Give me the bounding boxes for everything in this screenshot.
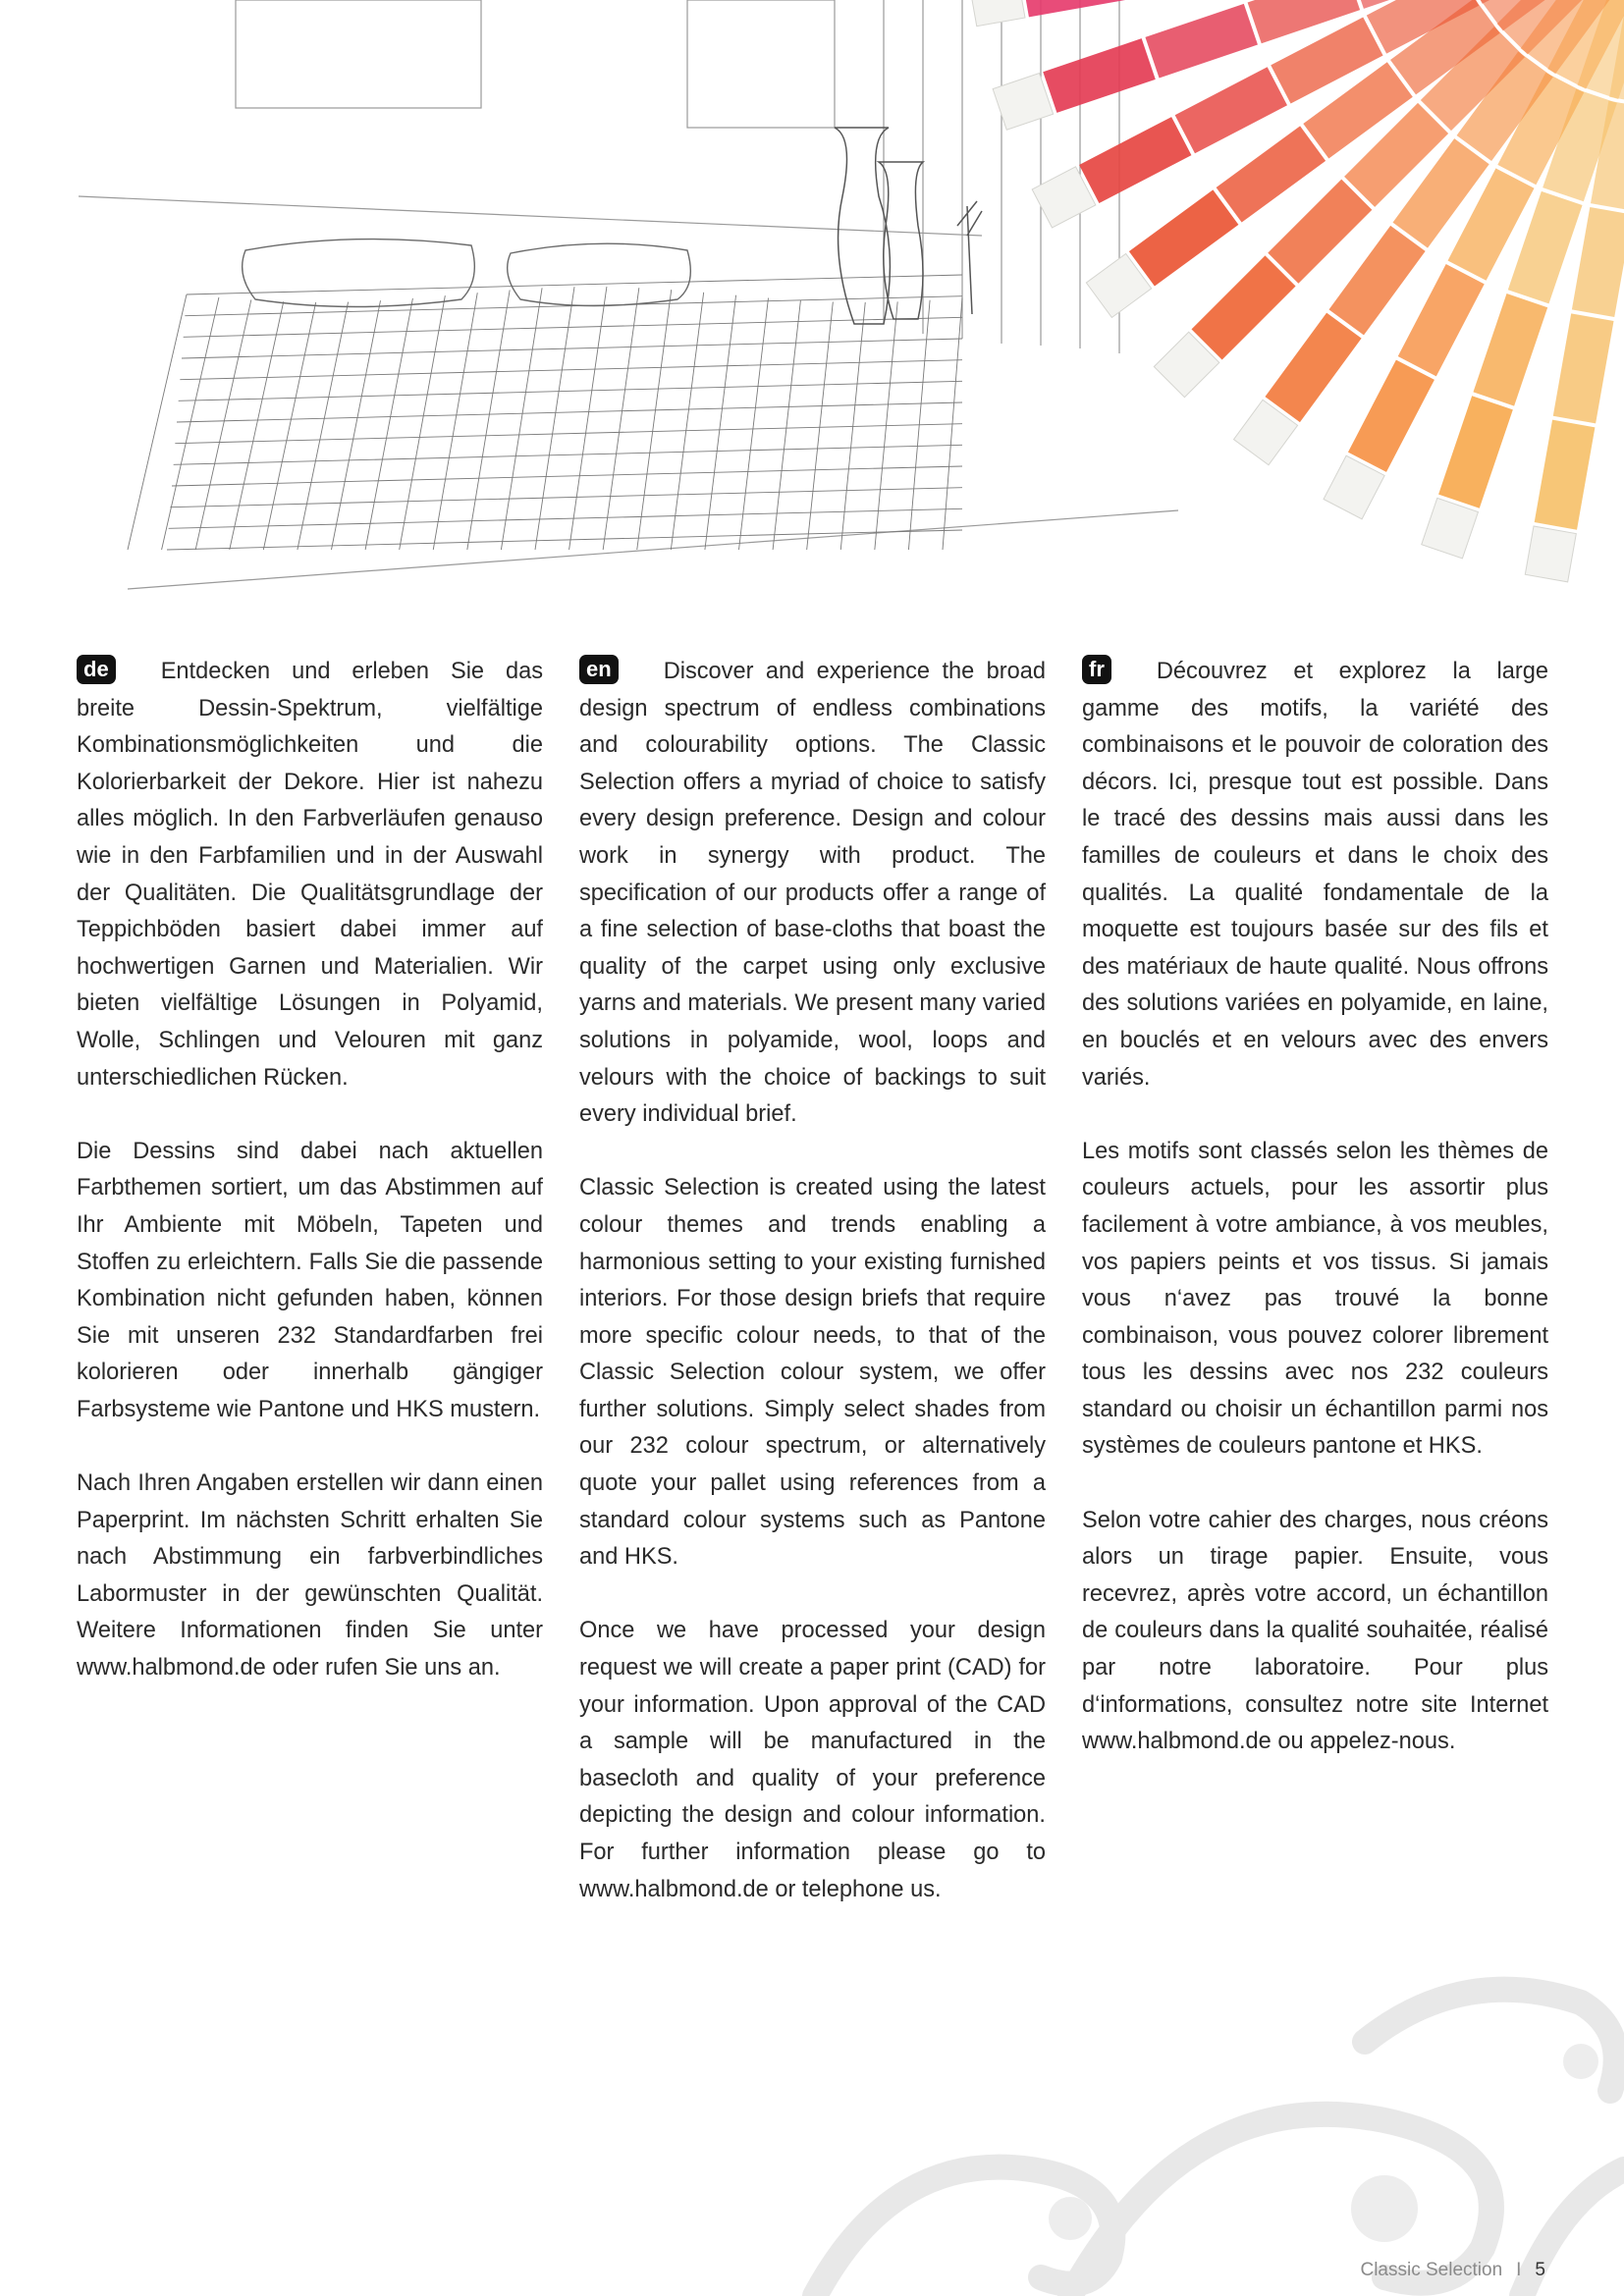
footer-title: Classic Selection (1360, 2260, 1503, 2280)
bed-wireframe (128, 275, 962, 550)
column-french (1082, 654, 1548, 1761)
paragraph: fr Découvrez et explorez la large gamme des motifs, la variété des combinaisons et le pouvoir de coloration des décors. Ici, presque tout est possible. Dans le tracé des dessins mais aussi dans les familles de couleurs et dans le choix des qualités. La qualité fondamentale de la moquette est toujours basée sur des fils et des matériaux de haute qualité. Nous offrons des solutions variées en polyamide, en laine, en bouclés et en velours avec des envers variés. (1082, 657, 1548, 1091)
page-footer (1360, 2260, 1545, 2281)
paragraph: Selon votre cahier des charges, nous créons alors un tirage papier. Ensuite, vous recevrez, après votre accord, un échantillon de couleurs dans la qualité souhaitée, réalisé par notre laboratoire. Pour plus d‘informations, consultez notre site Internet www.halbmond.de ou appelez-nous. (1082, 1507, 1548, 1755)
colour-swatch-fan (962, 0, 1624, 582)
paragraph: de Entdecken und erleben Sie das breite Dessin-Spektrum, vielfältige Kombinationsmöglichkeiten und die Kolorierbarkeit der Dekore. Hier ist nahezu alles möglich. In den Farbverläufen genauso wie in den Farbfamilien und in der Auswahl der Qualitäten. Die Qualitätsgrundlage der Teppichböden basiert dabei immer auf hochwertigen Garnen und Materialien. Wir bieten vielfältige Lösungen in Polyamid, Wolle, Schlingen und Velouren mit ganz unterschiedlichen Rücken. (77, 657, 543, 1091)
page-number: 5 (1535, 2260, 1545, 2280)
language-badge-fr: fr (1082, 655, 1111, 684)
paragraph: Les motifs sont classés selon les thèmes de couleurs actuels, pour les assortir plus facilement à votre ambiance, à vos meubles, vos papiers peints et vos tissus. Si jamais vous n‘avez pas trouvé la bonne combinaison, vous pouvez colorer librement tous les dessins avec nos 232 couleurs standard ou choisir un échantillon parmi nos systèmes de couleurs pantone et HKS. (1082, 1138, 1548, 1460)
paragraph: Nach Ihren Angaben erstellen wir dann einen Paperprint. Im nächsten Schritt erhalten Sie nach Abstimmung ein farbverbindliches Labormuster in der gewünschten Qualität. Weitere Informationen finden Sie unter www.halbmond.de oder rufen Sie uns an. (77, 1470, 543, 1682)
paragraph: Once we have processed your design request we will create a paper print (CAD) for your information. Upon approval of the CAD a sample will be manufactured in the basecloth and quality of your preference depicting the design and colour information. For further information please go to www.halbmond.de or telephone us. (579, 1618, 1046, 1902)
paragraph: Classic Selection is created using the latest colour themes and trends enabling a harmonious setting to your existing furnished interiors. For those design briefs that require more specific colour needs, to that of the Classic Selection colour system, we offer further solutions. Simply select shades from our 232 colour spectrum, or alternatively quote your pallet using references from a standard colour systems such as Pantone and HKS. (579, 1175, 1046, 1571)
hero-illustration (0, 0, 1624, 618)
pillows (243, 240, 691, 307)
flourish-ornament (776, 1924, 1624, 2296)
paragraph: en Discover and experience the broad design spectrum of endless combinations and colourability options. The Classic Selection offers a myriad of choice to satisfy every design preference. Design and colour work in synergy with product. The specification of our products offer a range of a fine selection of base-cloths that boast the quality of the carpet using only exclusive yarns and materials. We present many varied solutions in polyamide, wool, loops and velours with the choice of backings to suit every individual brief. (579, 657, 1046, 1128)
footer-separator: I (1516, 2260, 1522, 2280)
bedroom-swatch-illustration (0, 0, 1624, 618)
vases (835, 128, 982, 324)
language-badge-de: de (77, 655, 116, 684)
language-badge-en: en (579, 655, 619, 684)
decorative-ornament (776, 1924, 1624, 2296)
paragraph: Die Dessins sind dabei nach aktuellen Farbthemen sortiert, um das Abstimmen auf Ihr Ambiente mit Möbeln, Tapeten und Stoffen zu erleichtern. Falls Sie die passende Kombination nicht gefunden haben, können Sie mit unseren 232 Standardfarben frei kolorieren oder innerhalb gängiger Farbsysteme wie Pantone und HKS mustern. (77, 1138, 543, 1422)
column-english (579, 654, 1046, 1908)
column-german (77, 654, 543, 1687)
